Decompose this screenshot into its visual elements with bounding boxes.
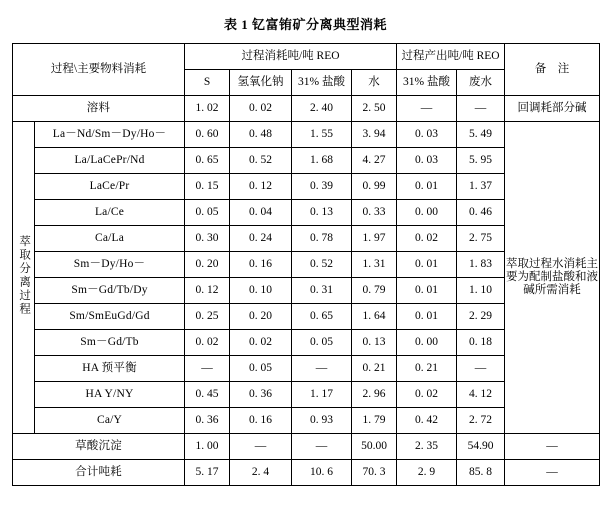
cell-value: 4. 12: [457, 382, 505, 408]
cell-value: 0. 13: [352, 330, 397, 356]
row-label: La/Ce: [35, 200, 185, 226]
cell-value: 0. 48: [230, 122, 292, 148]
cell-value: 0. 05: [185, 200, 230, 226]
cell-value: 0. 03: [397, 122, 457, 148]
cell-value: 0. 01: [397, 252, 457, 278]
table-row: [13, 460, 600, 486]
cell-value: 5. 17: [185, 460, 230, 486]
cell-value: 4. 27: [352, 148, 397, 174]
cell-value: 2. 9: [397, 460, 457, 486]
table-row: [13, 122, 600, 148]
cell-value: 0. 52: [230, 148, 292, 174]
cell-value: 0. 01: [397, 278, 457, 304]
cell-value: 54.90: [457, 434, 505, 460]
cell-value: —: [457, 356, 505, 382]
header-cell-remark: 备 注: [505, 44, 600, 96]
cell-value: 1. 83: [457, 252, 505, 278]
cell-value: 0. 12: [230, 174, 292, 200]
side-label-extraction: [13, 122, 35, 434]
cell-value: 0. 04: [230, 200, 292, 226]
cell-value: 0. 16: [230, 408, 292, 434]
cell-value: 10. 6: [292, 460, 352, 486]
table-row: [13, 434, 600, 460]
cell-value: —: [185, 356, 230, 382]
cell-value: 0. 24: [230, 226, 292, 252]
cell-value: 0. 21: [352, 356, 397, 382]
header-sub-wastewater: 废水: [457, 70, 505, 96]
side-label-text: 萃取分离过程: [18, 234, 31, 316]
remark-cell: 回调耗部分碱: [505, 96, 600, 122]
cell-value: 85. 8: [457, 460, 505, 486]
cell-value: 0. 20: [230, 304, 292, 330]
cell-value: —: [397, 96, 457, 122]
cell-value: 0. 16: [230, 252, 292, 278]
remark-cell: —: [505, 460, 600, 486]
cell-value: 1. 97: [352, 226, 397, 252]
cell-value: 1. 00: [185, 434, 230, 460]
row-label: Ca/La: [35, 226, 185, 252]
cell-value: 1. 55: [292, 122, 352, 148]
cell-value: 0. 05: [230, 356, 292, 382]
table-header-row-1: [13, 44, 600, 70]
header-sub-naoh: 氢氧化钠: [230, 70, 292, 96]
cell-value: 0. 01: [397, 304, 457, 330]
cell-value: 0. 02: [397, 226, 457, 252]
row-label: Sm/SmEuGd/Gd: [35, 304, 185, 330]
row-label: Sm－Gd/Tb: [35, 330, 185, 356]
cell-value: 0. 25: [185, 304, 230, 330]
cell-value: 0. 01: [397, 174, 457, 200]
remark-cell: —: [505, 434, 600, 460]
row-label: Sm－Dy/Ho－: [35, 252, 185, 278]
row-label: 草酸沉淀: [13, 434, 185, 460]
cell-value: 50.00: [352, 434, 397, 460]
cell-value: 2. 40: [292, 96, 352, 122]
cell-value: 3. 94: [352, 122, 397, 148]
cell-value: 0. 10: [230, 278, 292, 304]
cell-value: —: [292, 434, 352, 460]
cell-value: 0. 36: [185, 408, 230, 434]
cell-value: 1. 17: [292, 382, 352, 408]
cell-value: 5. 49: [457, 122, 505, 148]
cell-value: 0. 39: [292, 174, 352, 200]
cell-value: 1. 37: [457, 174, 505, 200]
cell-value: 1. 10: [457, 278, 505, 304]
cell-value: 0. 31: [292, 278, 352, 304]
cell-value: 0. 52: [292, 252, 352, 278]
cell-value: 2. 35: [397, 434, 457, 460]
cell-value: 1. 68: [292, 148, 352, 174]
row-label: 溶料: [13, 96, 185, 122]
cell-value: 0. 33: [352, 200, 397, 226]
cell-value: 1. 02: [185, 96, 230, 122]
cell-value: 0. 02: [397, 382, 457, 408]
cell-value: 0. 18: [457, 330, 505, 356]
header-cell-consumption-group: 过程消耗吨/吨 REO: [185, 44, 397, 70]
cell-value: 2. 29: [457, 304, 505, 330]
remark-cell: 萃取过程水消耗主要为配制盐酸和液碱所需消耗: [505, 122, 600, 434]
cell-value: 2. 72: [457, 408, 505, 434]
row-label: Sm－Gd/Tb/Dy: [35, 278, 185, 304]
cell-value: 0. 65: [292, 304, 352, 330]
cell-value: 0. 45: [185, 382, 230, 408]
cell-value: 0. 12: [185, 278, 230, 304]
row-label: La/LaCePr/Nd: [35, 148, 185, 174]
cell-value: 0. 03: [397, 148, 457, 174]
cell-value: 2. 50: [352, 96, 397, 122]
cell-value: 2. 96: [352, 382, 397, 408]
cell-value: 0. 78: [292, 226, 352, 252]
cell-value: 1. 79: [352, 408, 397, 434]
cell-value: 0. 65: [185, 148, 230, 174]
cell-value: 0. 36: [230, 382, 292, 408]
cell-value: 0. 00: [397, 200, 457, 226]
cell-value: —: [457, 96, 505, 122]
cell-value: 2. 75: [457, 226, 505, 252]
cell-value: 0. 79: [352, 278, 397, 304]
cell-value: 0. 21: [397, 356, 457, 382]
cell-value: 0. 02: [230, 96, 292, 122]
cell-value: 0. 99: [352, 174, 397, 200]
header-sub-hcl-out: 31% 盐酸: [397, 70, 457, 96]
cell-value: 1. 64: [352, 304, 397, 330]
cell-value: 0. 02: [230, 330, 292, 356]
cell-value: —: [292, 356, 352, 382]
header-sub-s: S: [185, 70, 230, 96]
cell-value: 0. 42: [397, 408, 457, 434]
row-label: HA 预平衡: [35, 356, 185, 382]
cell-value: 2. 4: [230, 460, 292, 486]
table-caption: 表 1 钇富铕矿分离典型消耗: [223, 17, 387, 32]
cell-value: 0. 46: [457, 200, 505, 226]
cell-value: 0. 30: [185, 226, 230, 252]
cell-value: —: [230, 434, 292, 460]
header-cell-output-group: 过程产出吨/吨 REO: [397, 44, 505, 70]
cell-value: 0. 02: [185, 330, 230, 356]
cell-value: 0. 60: [185, 122, 230, 148]
cell-value: 0. 93: [292, 408, 352, 434]
cell-value: 0. 05: [292, 330, 352, 356]
cell-value: 70. 3: [352, 460, 397, 486]
cell-value: 0. 13: [292, 200, 352, 226]
row-label: Ca/Y: [35, 408, 185, 434]
cell-value: 0. 20: [185, 252, 230, 278]
header-cell-process: 过程\主要物料消耗: [13, 44, 185, 96]
cell-value: 1. 31: [352, 252, 397, 278]
row-label: HA Y/NY: [35, 382, 185, 408]
table-row: [13, 96, 600, 122]
row-label: 合计吨耗: [13, 460, 185, 486]
cell-value: 5. 95: [457, 148, 505, 174]
row-label: La－Nd/Sm－Dy/Ho－: [35, 122, 185, 148]
consumption-table: [12, 43, 600, 486]
cell-value: 0. 00: [397, 330, 457, 356]
row-label: LaCe/Pr: [35, 174, 185, 200]
header-sub-water: 水: [352, 70, 397, 96]
cell-value: 0. 15: [185, 174, 230, 200]
header-sub-hcl: 31% 盐酸: [292, 70, 352, 96]
